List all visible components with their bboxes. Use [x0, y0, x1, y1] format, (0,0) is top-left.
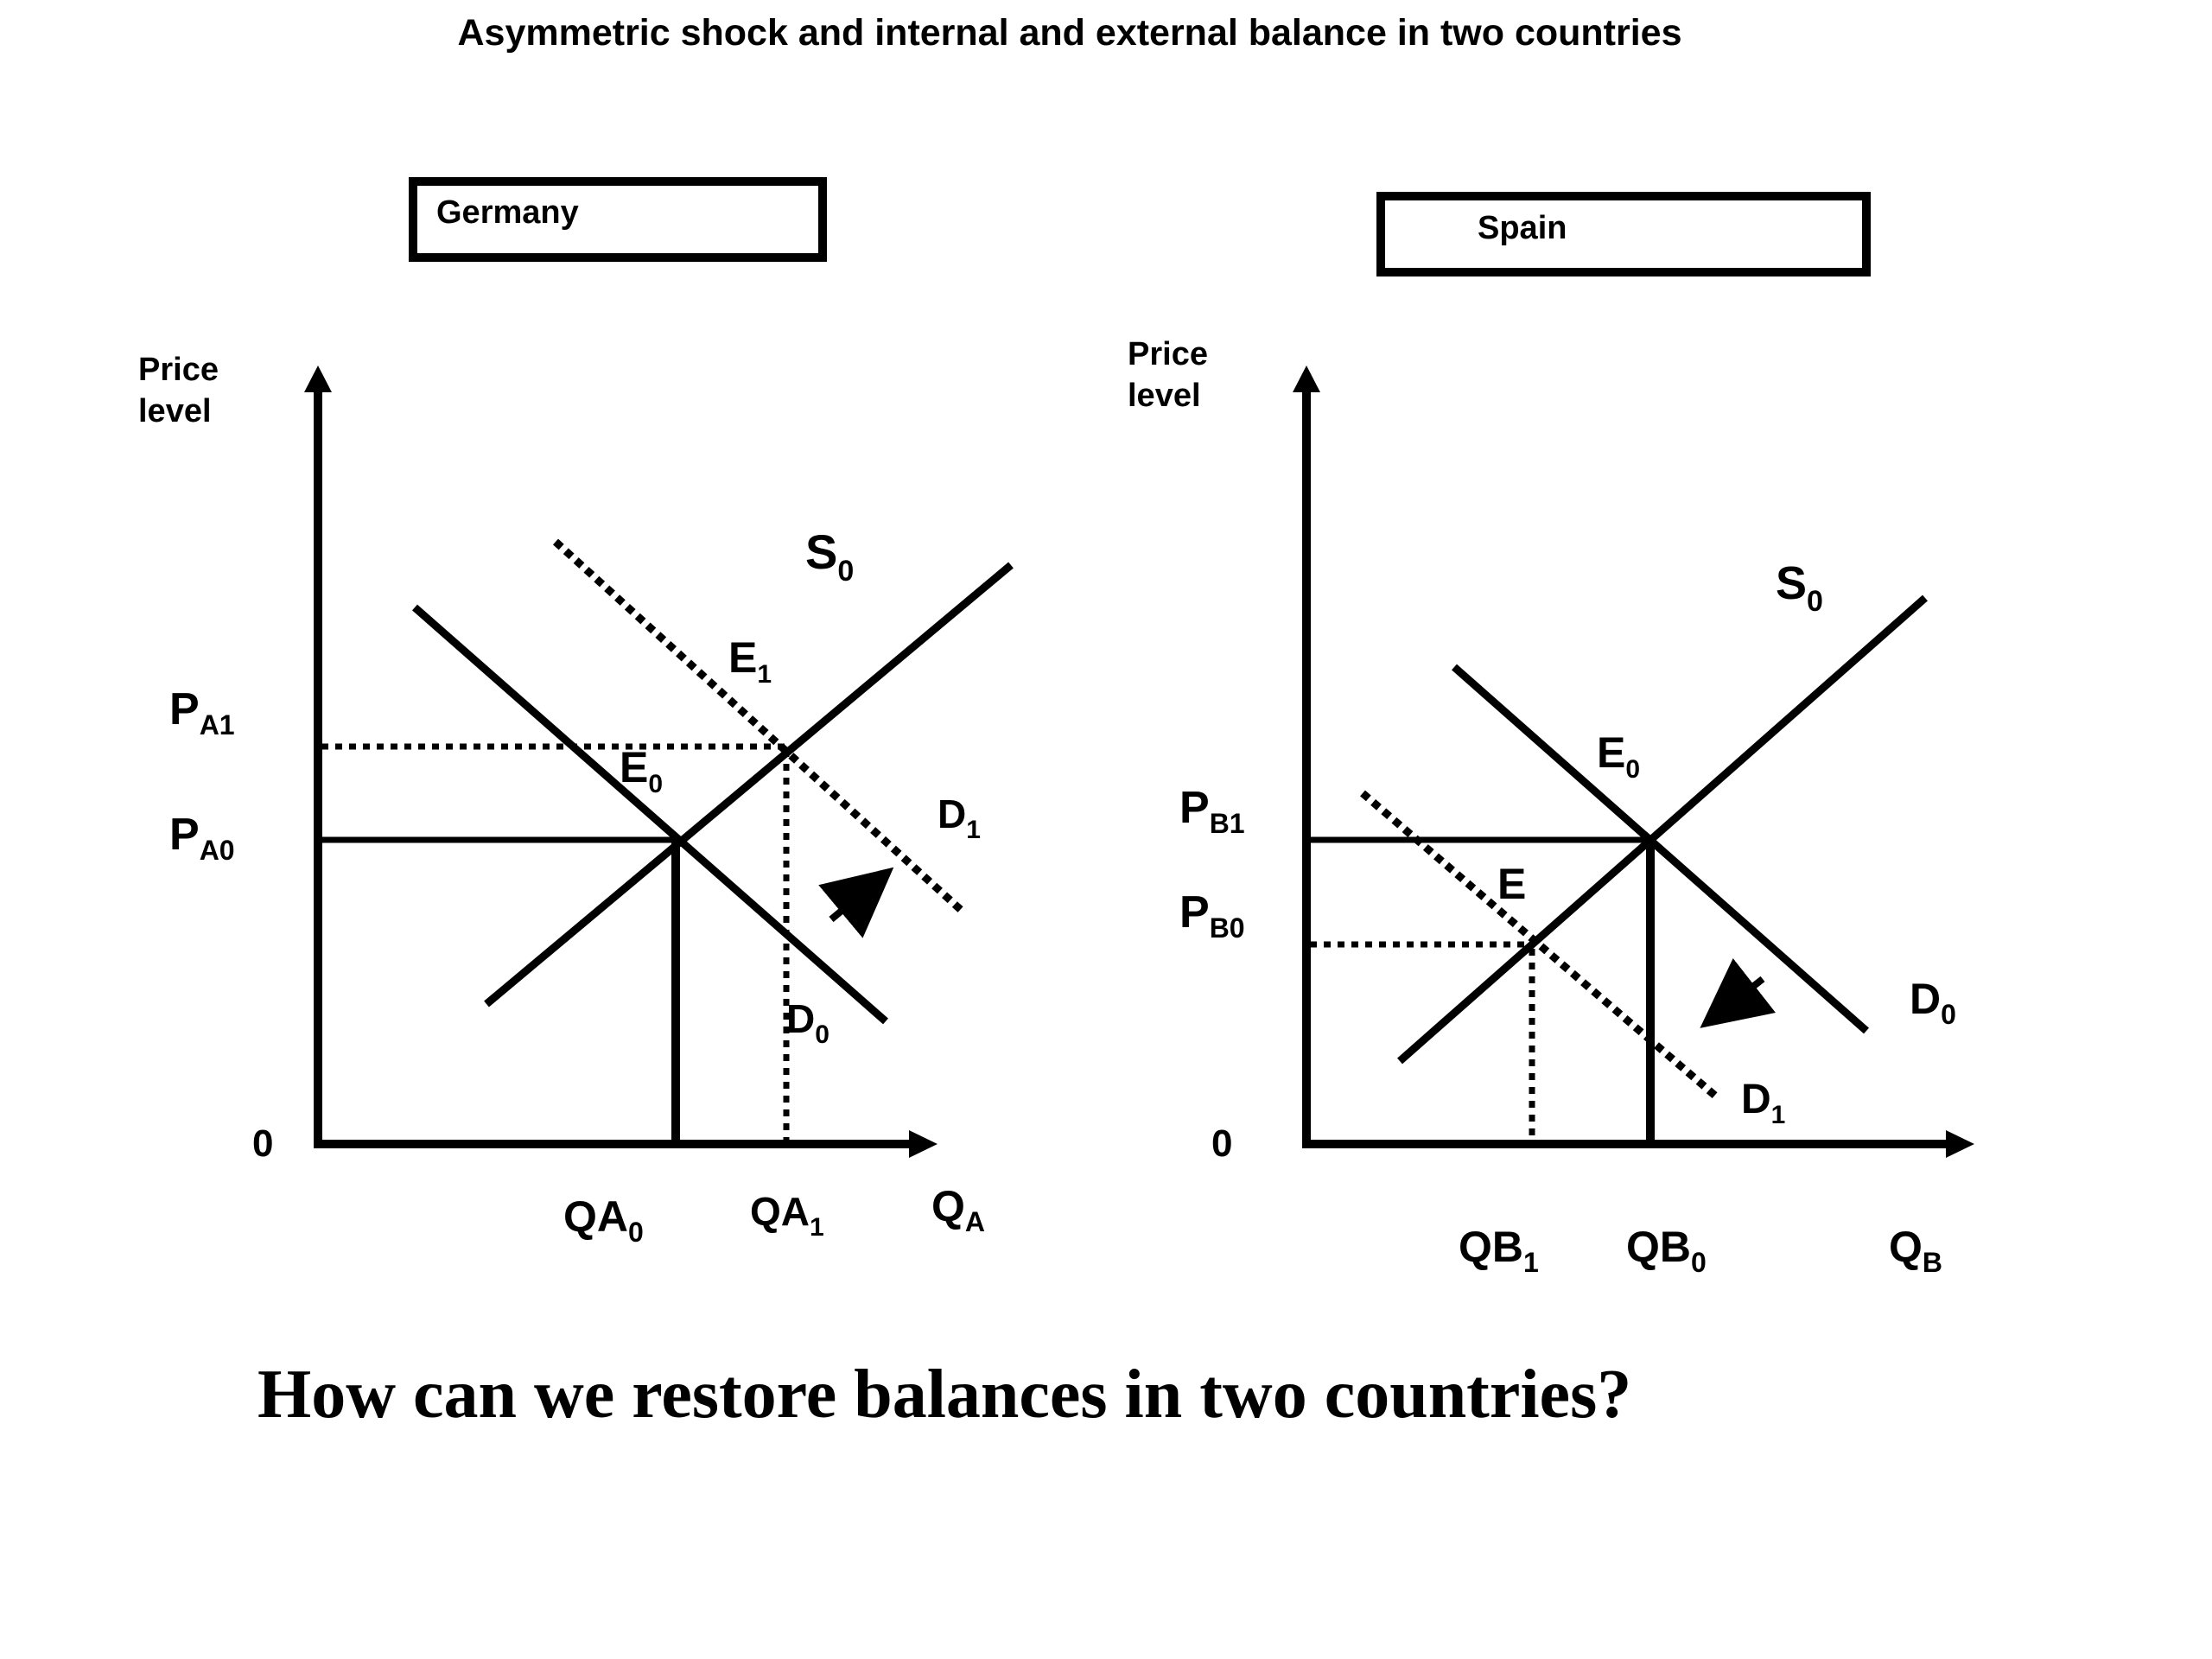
germany-demand-label-d1: $D_1$ [938, 791, 981, 844]
germany-y-axis-label [138, 352, 228, 429]
germany-y-axis-arrowhead [304, 365, 332, 392]
spain-supply-label: $S_0$ [1776, 557, 1823, 618]
slide-title: Asymmetric shock and internal and external balance in two countries [457, 12, 1682, 54]
spain-eq-label-e0: $E_0$ [1597, 728, 1641, 784]
spain-qty-label-q: $Q_B$ [1889, 1223, 1943, 1278]
germany-qty-label-q: $Q_A$ [931, 1182, 986, 1237]
spain-qty-label-qb1: $QB_1$ [1459, 1223, 1539, 1278]
germany-panel [138, 181, 1011, 1248]
spain-y-axis-label-line2: level [1128, 378, 1201, 414]
spain-qty-label-qb0: $QB_0$ [1626, 1223, 1707, 1278]
spain-demand-curve-d0 [1454, 667, 1866, 1031]
spain-origin-label: 0 [1211, 1122, 1233, 1165]
germany-price-label-pa1: $P_{A1}$ [169, 684, 235, 741]
germany-supply-curve [486, 565, 1011, 1004]
spain-eq-label-e: E [1497, 860, 1527, 908]
germany-supply-label: $S_0$ [805, 524, 855, 588]
spain-supply-curve [1400, 598, 1925, 1061]
spain-y-axis-label-line1: Price [1128, 336, 1208, 372]
germany-y-axis-label-line1: Price [138, 352, 219, 388]
germany-price-label-pa0: $P_{A0}$ [169, 810, 235, 866]
question-text: How can we restore balances in two countries? [257, 1357, 1632, 1433]
spain-demand-label-d0: $D_0$ [1910, 975, 1956, 1030]
spain-y-axis-arrowhead [1293, 365, 1320, 392]
spain-panel [1128, 196, 1974, 1278]
germany-eq-label-e0: $E_0$ [620, 743, 664, 798]
germany-qty-label-qa1: $QA_1$ [750, 1189, 824, 1242]
germany-demand-curve-d1 [556, 542, 961, 910]
spain-price-label-pb1: $P_{B1}$ [1179, 783, 1245, 839]
spain-demand-label-d1: $D_1$ [1741, 1077, 1786, 1129]
spain-price-label-pb0: $P_{B0}$ [1179, 887, 1245, 944]
germany-x-axis-arrowhead [909, 1130, 938, 1158]
spain-label: Spain [1478, 210, 1567, 246]
germany-qty-label-qa0: $QA_0$ [563, 1192, 644, 1248]
germany-demand-curve-d0 [415, 607, 886, 1021]
spain-shift-arrow [1711, 979, 1763, 1020]
germany-origin-label: 0 [252, 1122, 274, 1165]
germany-eq-label-e1: $E_1$ [728, 633, 772, 689]
germany-demand-label-d0: $D_0$ [786, 996, 830, 1049]
spain-label-box [1381, 196, 1866, 272]
germany-shift-arrow [831, 876, 883, 919]
germany-label: Germany [436, 194, 579, 231]
spain-y-axis-label [1128, 336, 1217, 414]
germany-y-axis-label-line2: level [138, 393, 212, 429]
spain-x-axis-arrowhead [1946, 1130, 1974, 1158]
